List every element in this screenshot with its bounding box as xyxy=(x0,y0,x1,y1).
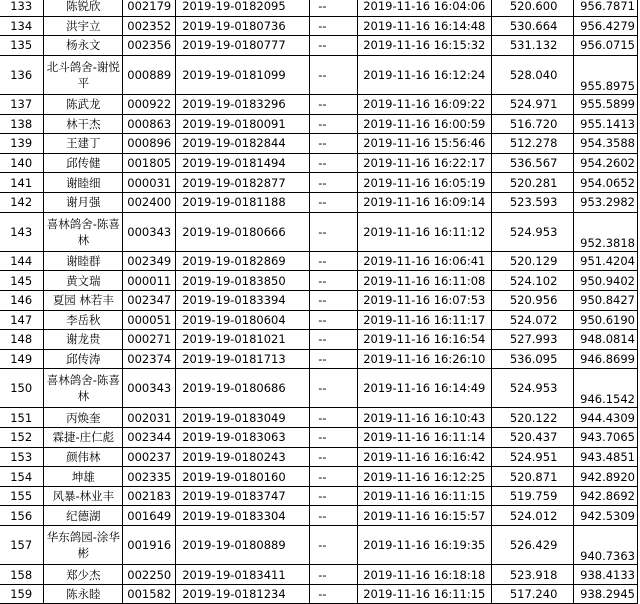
score-cell: 956.4279 xyxy=(574,16,638,36)
name-cell: 谢睦群 xyxy=(44,251,123,271)
code-cell: 002400 xyxy=(123,192,176,212)
arrival-time-cell: 2019-11-16 16:19:35 xyxy=(357,526,491,565)
rank-cell: 139 xyxy=(0,134,44,154)
speed-cell: 524.971 xyxy=(491,94,573,114)
name-cell: 丙焕奎 xyxy=(44,408,123,428)
name-cell: 北斗鸽舍-谢悦平 xyxy=(44,55,123,94)
placeholder-cell: -- xyxy=(310,55,357,94)
code-cell: 000237 xyxy=(123,447,176,467)
table-row xyxy=(0,173,638,193)
rank-cell: 135 xyxy=(0,36,44,56)
placeholder-cell: -- xyxy=(310,114,357,134)
placeholder-cell: -- xyxy=(310,251,357,271)
speed-cell: 524.072 xyxy=(491,310,573,330)
placeholder-cell: -- xyxy=(310,0,357,16)
ring-number-cell: 2019-19-0183304 xyxy=(176,506,310,526)
arrival-time-cell: 2019-11-16 16:18:18 xyxy=(357,565,491,585)
placeholder-cell: -- xyxy=(310,134,357,154)
placeholder-cell: -- xyxy=(310,94,357,114)
score-cell: 954.0652 xyxy=(574,173,638,193)
rank-cell: 158 xyxy=(0,565,44,585)
placeholder-cell: -- xyxy=(310,428,357,448)
score-cell: 956.0715 xyxy=(574,36,638,56)
speed-cell: 536.095 xyxy=(491,349,573,369)
placeholder-cell: -- xyxy=(310,271,357,291)
score-cell: 940.7363 xyxy=(574,526,638,565)
ring-number-cell: 2019-19-0180160 xyxy=(176,467,310,487)
name-cell: 洪宇立 xyxy=(44,16,123,36)
name-cell: 邱传健 xyxy=(44,153,123,173)
ring-number-cell: 2019-19-0180736 xyxy=(176,16,310,36)
placeholder-cell: -- xyxy=(310,565,357,585)
score-cell: 954.3588 xyxy=(574,134,638,154)
ring-number-cell: 2019-19-0180243 xyxy=(176,447,310,467)
placeholder-cell: -- xyxy=(310,153,357,173)
score-cell: 942.8920 xyxy=(574,467,638,487)
placeholder-cell: -- xyxy=(310,486,357,506)
ring-number-cell: 2019-19-0181713 xyxy=(176,349,310,369)
arrival-time-cell: 2019-11-16 16:06:41 xyxy=(357,251,491,271)
name-cell: 杨永文 xyxy=(44,36,123,56)
score-cell: 952.3818 xyxy=(574,212,638,251)
code-cell: 000271 xyxy=(123,330,176,350)
rank-cell: 154 xyxy=(0,467,44,487)
name-cell: 林干杰 xyxy=(44,114,123,134)
placeholder-cell: -- xyxy=(310,584,357,604)
table-row xyxy=(0,330,638,350)
speed-cell: 524.953 xyxy=(491,212,573,251)
code-cell: 000922 xyxy=(123,94,176,114)
score-cell: 948.0814 xyxy=(574,330,638,350)
placeholder-cell: -- xyxy=(310,467,357,487)
placeholder-cell: -- xyxy=(310,173,357,193)
speed-cell: 528.040 xyxy=(491,55,573,94)
rank-cell: 143 xyxy=(0,212,44,251)
rank-cell: 145 xyxy=(0,271,44,291)
rank-cell: 150 xyxy=(0,369,44,408)
arrival-time-cell: 2019-11-16 16:22:17 xyxy=(357,153,491,173)
speed-cell: 524.951 xyxy=(491,447,573,467)
name-cell: 颜伟林 xyxy=(44,447,123,467)
code-cell: 001582 xyxy=(123,584,176,604)
speed-cell: 524.102 xyxy=(491,271,573,291)
rank-cell: 141 xyxy=(0,173,44,193)
ring-number-cell: 2019-19-0182869 xyxy=(176,251,310,271)
name-cell: 郑少杰 xyxy=(44,565,123,585)
arrival-time-cell: 2019-11-16 16:07:53 xyxy=(357,290,491,310)
score-cell: 943.4851 xyxy=(574,447,638,467)
arrival-time-cell: 2019-11-16 16:04:06 xyxy=(357,0,491,16)
rank-cell: 138 xyxy=(0,114,44,134)
speed-cell: 520.129 xyxy=(491,251,573,271)
code-cell: 002347 xyxy=(123,290,176,310)
rank-cell: 157 xyxy=(0,526,44,565)
code-cell: 002352 xyxy=(123,16,176,36)
arrival-time-cell: 2019-11-16 16:16:54 xyxy=(357,330,491,350)
code-cell: 002179 xyxy=(123,0,176,16)
speed-cell: 536.567 xyxy=(491,153,573,173)
table-row xyxy=(0,36,638,56)
arrival-time-cell: 2019-11-16 16:10:43 xyxy=(357,408,491,428)
ring-number-cell: 2019-19-0181234 xyxy=(176,584,310,604)
table-row xyxy=(0,408,638,428)
placeholder-cell: -- xyxy=(310,369,357,408)
table-row xyxy=(0,94,638,114)
ring-number-cell: 2019-19-0183411 xyxy=(176,565,310,585)
table-row xyxy=(0,114,638,134)
arrival-time-cell: 2019-11-16 16:26:10 xyxy=(357,349,491,369)
arrival-time-cell: 2019-11-16 16:12:25 xyxy=(357,467,491,487)
table-row xyxy=(0,565,638,585)
ring-number-cell: 2019-19-0180889 xyxy=(176,526,310,565)
rank-cell: 155 xyxy=(0,486,44,506)
table-row xyxy=(0,467,638,487)
code-cell: 002374 xyxy=(123,349,176,369)
table-row xyxy=(0,526,638,565)
score-cell: 946.1542 xyxy=(574,369,638,408)
ring-number-cell: 2019-19-0183049 xyxy=(176,408,310,428)
arrival-time-cell: 2019-11-16 16:14:48 xyxy=(357,16,491,36)
name-cell: 陈锐欣 xyxy=(44,0,123,16)
ring-number-cell: 2019-19-0183296 xyxy=(176,94,310,114)
code-cell: 000343 xyxy=(123,212,176,251)
placeholder-cell: -- xyxy=(310,506,357,526)
table-row xyxy=(0,153,638,173)
score-cell: 942.5309 xyxy=(574,506,638,526)
speed-cell: 520.600 xyxy=(491,0,573,16)
rank-cell: 144 xyxy=(0,251,44,271)
score-cell: 942.8692 xyxy=(574,486,638,506)
ring-number-cell: 2019-19-0183850 xyxy=(176,271,310,291)
arrival-time-cell: 2019-11-16 16:15:57 xyxy=(357,506,491,526)
name-cell: 李岳秋 xyxy=(44,310,123,330)
score-cell: 950.6190 xyxy=(574,310,638,330)
placeholder-cell: -- xyxy=(310,36,357,56)
rank-cell: 149 xyxy=(0,349,44,369)
table-row xyxy=(0,447,638,467)
code-cell: 000889 xyxy=(123,55,176,94)
code-cell: 000863 xyxy=(123,114,176,134)
arrival-time-cell: 2019-11-16 16:09:22 xyxy=(357,94,491,114)
speed-cell: 526.429 xyxy=(491,526,573,565)
code-cell: 002356 xyxy=(123,36,176,56)
code-cell: 001805 xyxy=(123,153,176,173)
arrival-time-cell: 2019-11-16 16:12:24 xyxy=(357,55,491,94)
code-cell: 000011 xyxy=(123,271,176,291)
score-cell: 946.8699 xyxy=(574,349,638,369)
arrival-time-cell: 2019-11-16 16:11:08 xyxy=(357,271,491,291)
rank-cell: 153 xyxy=(0,447,44,467)
speed-cell: 517.240 xyxy=(491,584,573,604)
name-cell: 王建丁 xyxy=(44,134,123,154)
arrival-time-cell: 2019-11-16 16:11:15 xyxy=(357,486,491,506)
code-cell: 002349 xyxy=(123,251,176,271)
name-cell: 谢龙贵 xyxy=(44,330,123,350)
table-row xyxy=(0,251,638,271)
table-row xyxy=(0,584,638,604)
score-cell: 955.5899 xyxy=(574,94,638,114)
score-cell: 950.9402 xyxy=(574,271,638,291)
speed-cell: 520.122 xyxy=(491,408,573,428)
rank-cell: 137 xyxy=(0,94,44,114)
table-row xyxy=(0,369,638,408)
placeholder-cell: -- xyxy=(310,192,357,212)
name-cell: 谢睦细 xyxy=(44,173,123,193)
rank-cell: 152 xyxy=(0,428,44,448)
arrival-time-cell: 2019-11-16 16:14:49 xyxy=(357,369,491,408)
placeholder-cell: -- xyxy=(310,349,357,369)
ring-number-cell: 2019-19-0182095 xyxy=(176,0,310,16)
speed-cell: 520.281 xyxy=(491,173,573,193)
code-cell: 002031 xyxy=(123,408,176,428)
score-cell: 938.2945 xyxy=(574,584,638,604)
speed-cell: 512.278 xyxy=(491,134,573,154)
table-row xyxy=(0,506,638,526)
name-cell: 华东鸽园-涂华彬 xyxy=(44,526,123,565)
code-cell: 002250 xyxy=(123,565,176,585)
name-cell: 陈永睦 xyxy=(44,584,123,604)
ring-number-cell: 2019-19-0180777 xyxy=(176,36,310,56)
ring-number-cell: 2019-19-0183747 xyxy=(176,486,310,506)
table-row xyxy=(0,349,638,369)
name-cell: 喜林鸽舍-陈喜林 xyxy=(44,212,123,251)
code-cell: 002335 xyxy=(123,467,176,487)
speed-cell: 524.953 xyxy=(491,369,573,408)
arrival-time-cell: 2019-11-16 15:56:46 xyxy=(357,134,491,154)
table-row xyxy=(0,310,638,330)
code-cell: 000896 xyxy=(123,134,176,154)
speed-cell: 519.759 xyxy=(491,486,573,506)
name-cell: 风暴-林业丰 xyxy=(44,486,123,506)
name-cell: 邱传涛 xyxy=(44,349,123,369)
name-cell: 谢月强 xyxy=(44,192,123,212)
arrival-time-cell: 2019-11-16 16:11:17 xyxy=(357,310,491,330)
ring-number-cell: 2019-19-0181021 xyxy=(176,330,310,350)
score-cell: 953.2982 xyxy=(574,192,638,212)
rank-cell: 159 xyxy=(0,584,44,604)
code-cell: 000051 xyxy=(123,310,176,330)
table-row xyxy=(0,428,638,448)
arrival-time-cell: 2019-11-16 16:11:15 xyxy=(357,584,491,604)
name-cell: 喜林鸽舍-陈喜林 xyxy=(44,369,123,408)
score-cell: 955.1413 xyxy=(574,114,638,134)
name-cell: 黄文瑞 xyxy=(44,271,123,291)
rank-cell: 134 xyxy=(0,16,44,36)
speed-cell: 527.993 xyxy=(491,330,573,350)
arrival-time-cell: 2019-11-16 16:05:19 xyxy=(357,173,491,193)
placeholder-cell: -- xyxy=(310,330,357,350)
arrival-time-cell: 2019-11-16 16:15:32 xyxy=(357,36,491,56)
table-row xyxy=(0,271,638,291)
name-cell: 夏园 林若丰 xyxy=(44,290,123,310)
ring-number-cell: 2019-19-0182877 xyxy=(176,173,310,193)
name-cell: 纪德湖 xyxy=(44,506,123,526)
code-cell: 000031 xyxy=(123,173,176,193)
arrival-time-cell: 2019-11-16 16:11:12 xyxy=(357,212,491,251)
placeholder-cell: -- xyxy=(310,16,357,36)
ring-number-cell: 2019-19-0183063 xyxy=(176,428,310,448)
table-row xyxy=(0,486,638,506)
score-cell: 943.7065 xyxy=(574,428,638,448)
ring-number-cell: 2019-19-0181494 xyxy=(176,153,310,173)
ring-number-cell: 2019-19-0180686 xyxy=(176,369,310,408)
table-row xyxy=(0,134,638,154)
table-row xyxy=(0,290,638,310)
arrival-time-cell: 2019-11-16 16:00:59 xyxy=(357,114,491,134)
rank-cell: 140 xyxy=(0,153,44,173)
rank-cell: 136 xyxy=(0,55,44,94)
ring-number-cell: 2019-19-0180604 xyxy=(176,310,310,330)
rank-cell: 148 xyxy=(0,330,44,350)
ring-number-cell: 2019-19-0180091 xyxy=(176,114,310,134)
table-row xyxy=(0,212,638,251)
table-row xyxy=(0,16,638,36)
speed-cell: 531.132 xyxy=(491,36,573,56)
ring-number-cell: 2019-19-0181099 xyxy=(176,55,310,94)
speed-cell: 520.956 xyxy=(491,290,573,310)
speed-cell: 520.871 xyxy=(491,467,573,487)
code-cell: 001916 xyxy=(123,526,176,565)
code-cell: 000343 xyxy=(123,369,176,408)
score-cell: 951.4204 xyxy=(574,251,638,271)
placeholder-cell: -- xyxy=(310,310,357,330)
arrival-time-cell: 2019-11-16 16:11:14 xyxy=(357,428,491,448)
score-cell: 956.7871 xyxy=(574,0,638,16)
rank-cell: 151 xyxy=(0,408,44,428)
speed-cell: 524.012 xyxy=(491,506,573,526)
speed-cell: 530.664 xyxy=(491,16,573,36)
rank-cell: 156 xyxy=(0,506,44,526)
placeholder-cell: -- xyxy=(310,408,357,428)
rank-cell: 147 xyxy=(0,310,44,330)
placeholder-cell: -- xyxy=(310,212,357,251)
speed-cell: 516.720 xyxy=(491,114,573,134)
ring-number-cell: 2019-19-0182844 xyxy=(176,134,310,154)
placeholder-cell: -- xyxy=(310,447,357,467)
speed-cell: 523.918 xyxy=(491,565,573,585)
speed-cell: 520.437 xyxy=(491,428,573,448)
rank-cell: 146 xyxy=(0,290,44,310)
table-row xyxy=(0,55,638,94)
ring-number-cell: 2019-19-0183394 xyxy=(176,290,310,310)
arrival-time-cell: 2019-11-16 16:09:14 xyxy=(357,192,491,212)
ring-number-cell: 2019-19-0180666 xyxy=(176,212,310,251)
arrival-time-cell: 2019-11-16 16:16:42 xyxy=(357,447,491,467)
speed-cell: 523.593 xyxy=(491,192,573,212)
score-cell: 944.4309 xyxy=(574,408,638,428)
score-cell: 950.8427 xyxy=(574,290,638,310)
table-row xyxy=(0,0,638,16)
score-cell: 954.2602 xyxy=(574,153,638,173)
placeholder-cell: -- xyxy=(310,526,357,565)
code-cell: 002183 xyxy=(123,486,176,506)
name-cell: 霖捷-庄仁彪 xyxy=(44,428,123,448)
placeholder-cell: -- xyxy=(310,290,357,310)
score-cell: 955.8975 xyxy=(574,55,638,94)
rank-cell: 142 xyxy=(0,192,44,212)
table-row xyxy=(0,192,638,212)
score-cell: 938.4133 xyxy=(574,565,638,585)
code-cell: 001649 xyxy=(123,506,176,526)
ring-number-cell: 2019-19-0181188 xyxy=(176,192,310,212)
code-cell: 002344 xyxy=(123,428,176,448)
rank-cell: 133 xyxy=(0,0,44,16)
name-cell: 陈武龙 xyxy=(44,94,123,114)
name-cell: 坤雄 xyxy=(44,467,123,487)
